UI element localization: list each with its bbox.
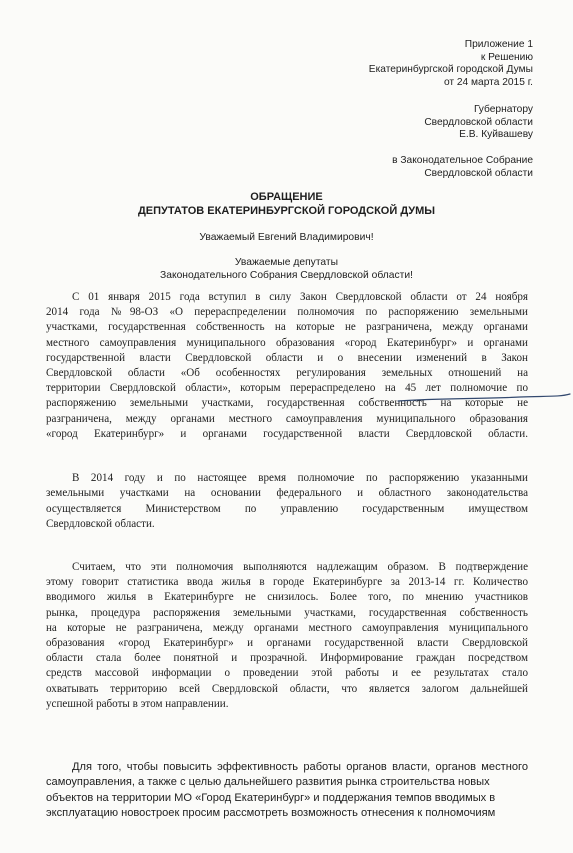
appendix-line: к Решению: [480, 51, 533, 63]
title-line: ДЕПУТАТОВ ЕКАТЕРИНБУРГСКОЙ ГОРОДСКОЙ ДУМЫ: [137, 204, 436, 217]
greeting-governor: Уважаемый Евгений Владимирович!: [199, 232, 374, 243]
greeting-line: Законодательного Собрания Свердловской области!: [160, 269, 413, 281]
greeting-line: Уважаемые депутаты: [234, 257, 339, 268]
text-line: образования «город Екатеринбург» и органами государственной власти Свердловской: [46, 637, 528, 650]
text-line: объектов на территории МО «Город Екатеринбург» и поддержания темпов вводимых в: [46, 791, 496, 804]
greeting-deputies: [0, 257, 573, 282]
text-line: вводимого жилья в Екатеринбурге не снизилось. Более того, по мнению участников: [46, 591, 528, 604]
text-line: охватывать территорию всей Свердловской области, что является залогом дальнейшей: [46, 682, 528, 695]
text-line: этому говорит статистика ввода жилья в городе Екатеринбурге за 2013-14 гг. Количество: [46, 576, 528, 589]
text-line: Свердловской области «Об особенностях регулирования земельных отношений на: [46, 367, 528, 380]
appendix-line: Екатеринбургской городской Думы: [368, 64, 533, 76]
paragraph-request: [46, 760, 528, 822]
appendix-line: от 24 марта 2015 г.: [443, 76, 533, 88]
paragraph-law: [46, 290, 528, 442]
text-line: средств массовой информации о проведении этой работы и ее результатах стало: [46, 667, 528, 680]
text-line: на которые не разграничена, между органами местного самоуправления муниципального: [46, 621, 528, 634]
text-line: разграничена, между органами местного самоуправления муниципального образования: [46, 412, 528, 425]
text-line: Свердловской области.: [46, 517, 155, 530]
paragraph-assessment: [46, 560, 528, 712]
appendix-reference: [369, 39, 533, 89]
text-line: территории Свердловской области», которым перераспределено на 45 лет полномочие по: [46, 382, 528, 395]
assembly-line: Свердловской области: [424, 167, 533, 179]
text-line: С 01 января 2015 года вступил в силу Закон Свердловской области от 24 ноября: [72, 291, 528, 303]
paragraph-ministry: [46, 471, 528, 532]
document-title: [0, 191, 573, 218]
addressee-line: Губернатору: [473, 104, 533, 115]
text-line: успешной работы в этом направлении.: [46, 697, 229, 710]
title-line: ОБРАЩЕНИЕ: [250, 191, 323, 203]
text-line: рынка, процедура распоряжения земельными участками, государственная собственность: [46, 606, 528, 619]
addressee-line: Е.В. Куйвашеву: [459, 129, 533, 141]
text-line: Для того, чтобы повысить эффективность работы органов власти, органов местного: [72, 761, 528, 773]
text-line: Считаем, что эти полномочия выполняются надлежащим образом. В подтверждение: [72, 561, 528, 573]
text-line: государственной власти Свердловской области и о внесении изменений в Закон: [46, 351, 528, 364]
addressee-governor: [424, 104, 533, 142]
text-line: местного самоуправления муниципального образования «город Екатеринбург» и органами: [46, 336, 528, 349]
text-line: области стала более понятной и прозрачной. Информирование граждан посредством: [46, 652, 528, 665]
addressee-line: Свердловской области: [424, 116, 533, 128]
text-line: осуществляется Министерством по управлению государственным имуществом: [46, 502, 528, 515]
appendix-line: Приложение 1: [464, 39, 533, 50]
text-line: самоуправления, а также с целью дальнейшего развития рынка строительства новых: [46, 776, 490, 789]
text-line: 2014 года №98-ОЗ «О перераспределении полномочия по распоряжению земельными: [46, 306, 528, 319]
text-line: земельными участками на основании федерального и областного законодательства: [46, 487, 528, 500]
text-line: эксплуатацию новостроек просим рассмотреть возможность отнесения к полномочиям: [46, 807, 496, 820]
assembly-line: в Законодательное Собрание: [392, 155, 533, 166]
text-line: В 2014 году и по настоящее время полномочие по распоряжению указанными: [72, 472, 528, 484]
addressee-assembly: [392, 155, 533, 180]
text-line: «город Екатеринбург» и органами государственной власти Свердловской области.: [46, 427, 528, 440]
text-line: распоряжению земельными участками, государственная собственность на которые не: [46, 397, 528, 410]
text-line: участками, государственная собственность на которые не разграничена, между органами: [46, 321, 528, 334]
